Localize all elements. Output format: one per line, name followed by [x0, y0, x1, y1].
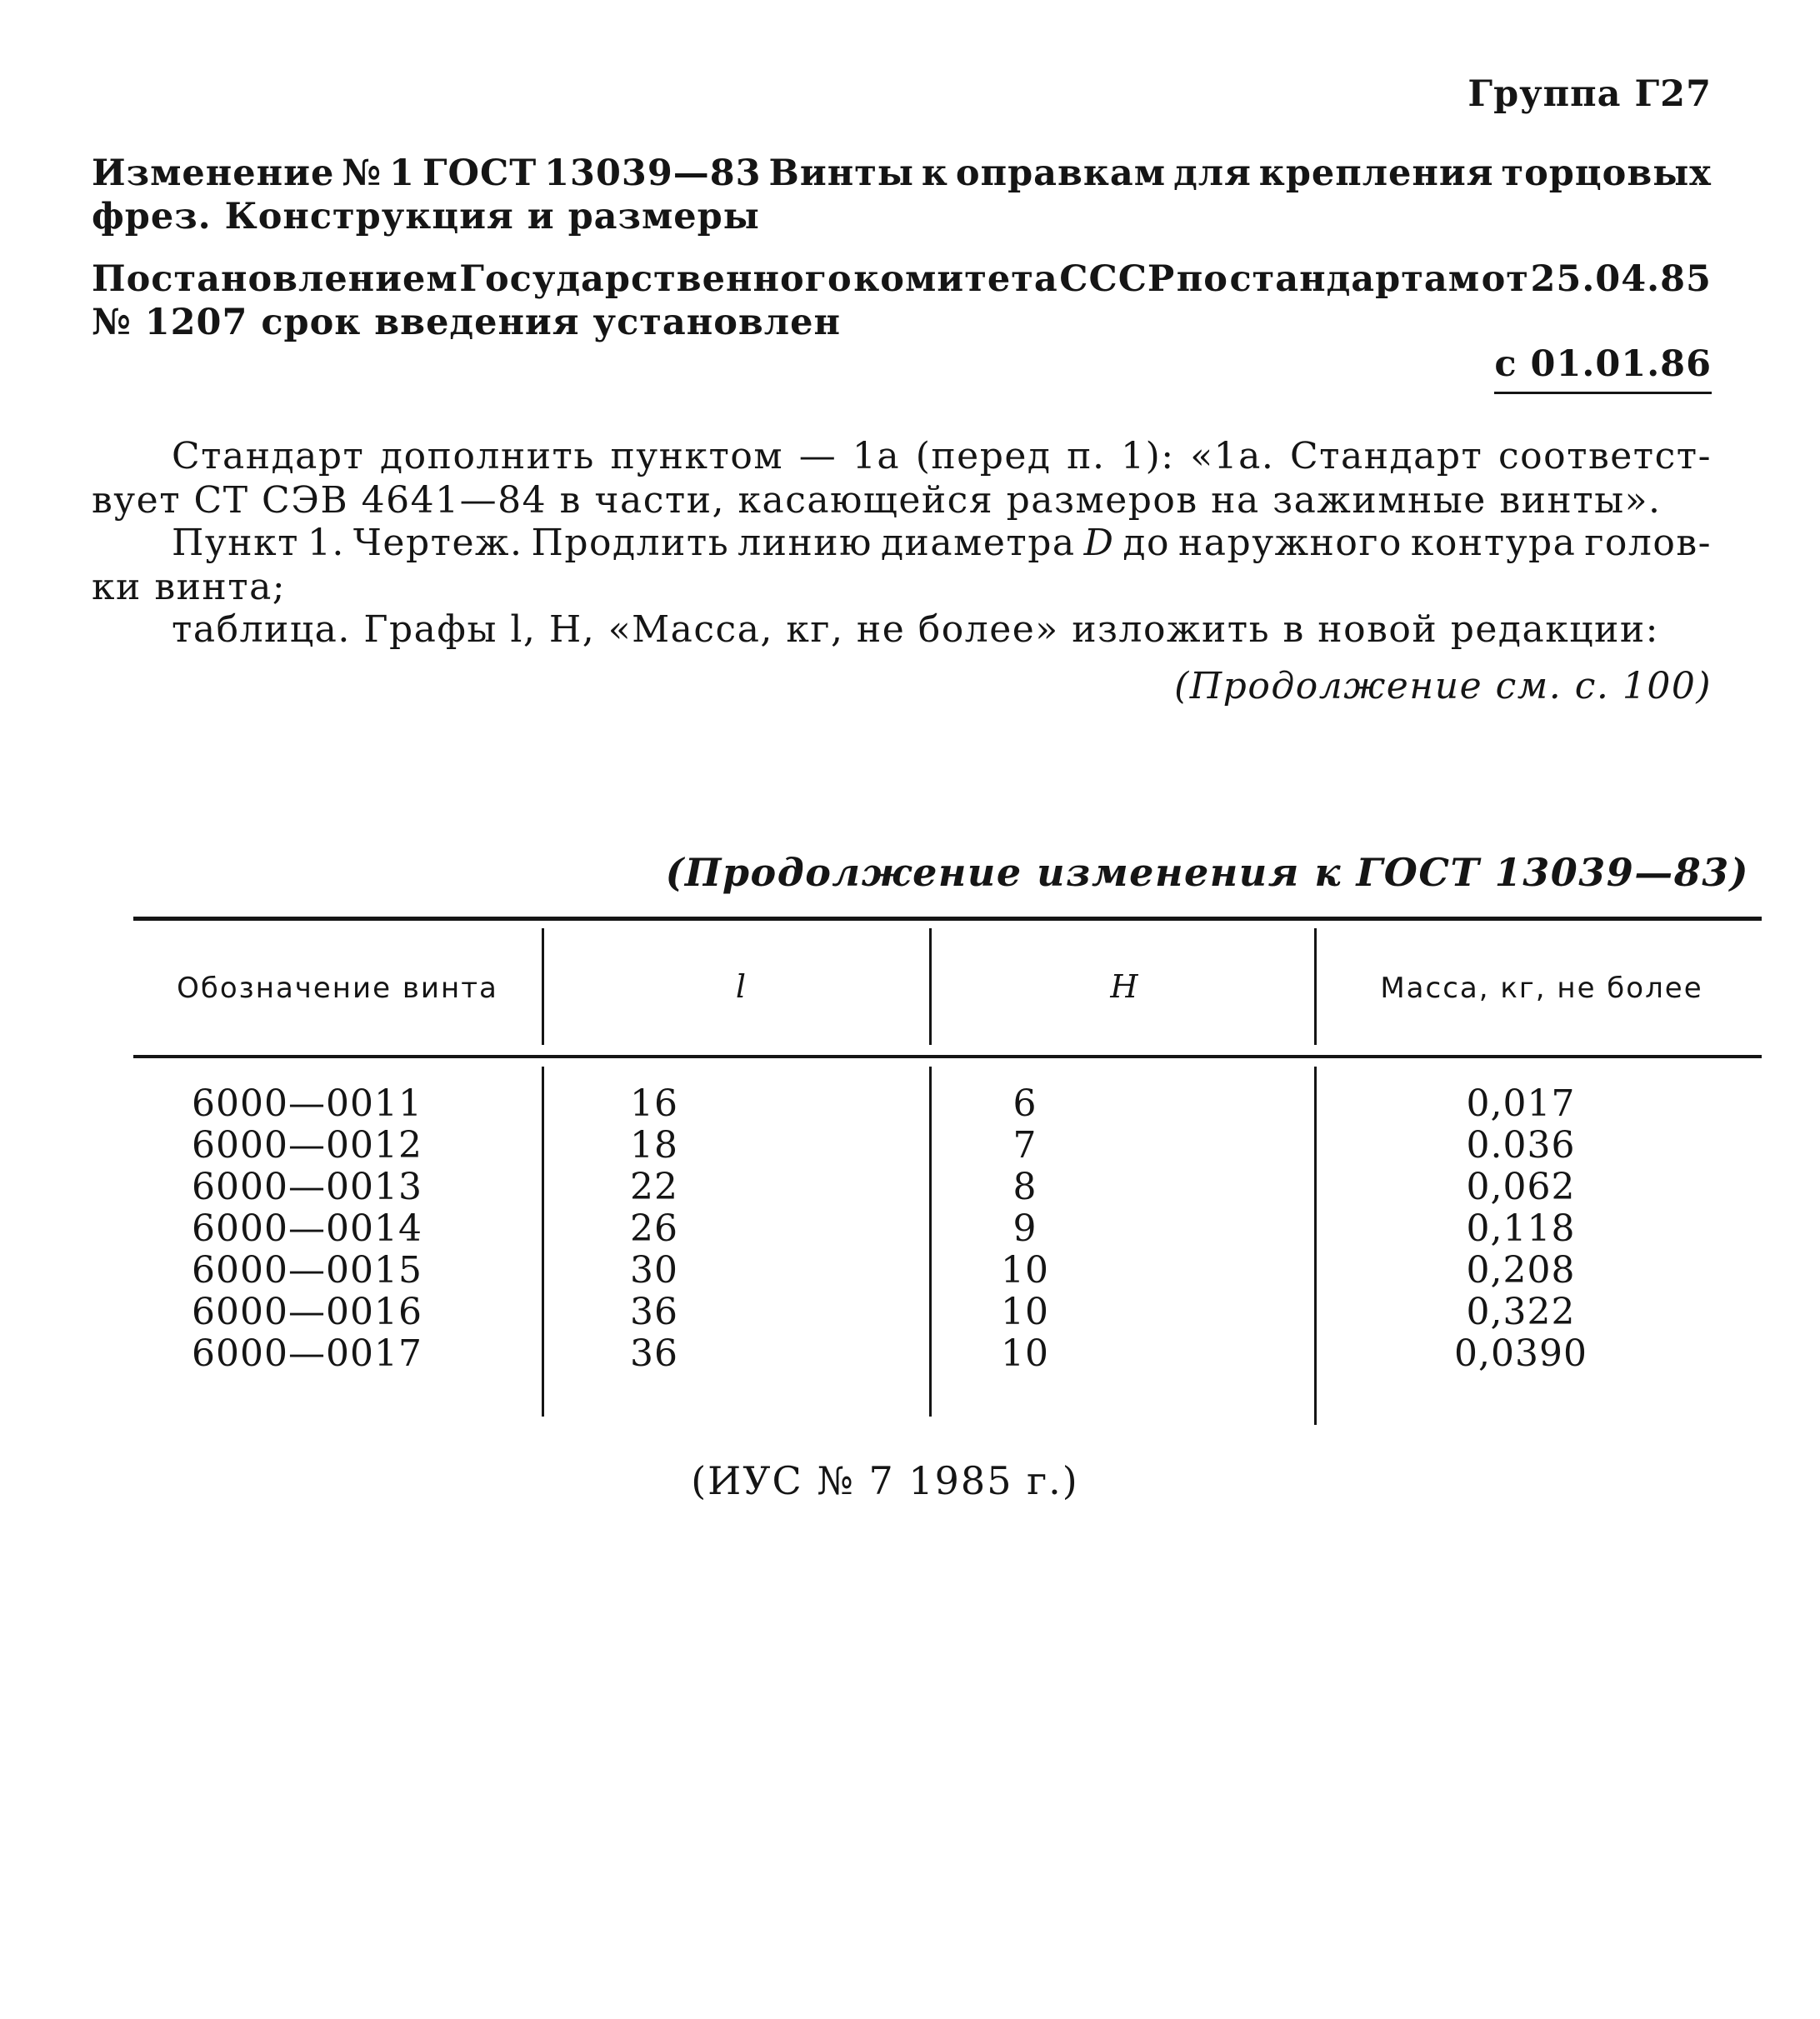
group-label: Группа Г27	[1468, 73, 1712, 115]
column-header-designation: Обозначение винта	[177, 972, 498, 1005]
table-row: 6000—0017 36 10 0,0390	[192, 1332, 1588, 1375]
table-row: 6000—0013 22 8 0,062	[192, 1166, 1576, 1208]
table-row: 6000—0011 16 6 0,017	[192, 1082, 1576, 1125]
table-top-rule	[133, 917, 1762, 921]
column-header-mass: Масса, кг, не более	[1380, 972, 1703, 1005]
decree-line1: Постановлением Государственного комитета СССР по стандартам от 25.04.85	[92, 258, 1712, 300]
table-row: 6000—0016 36 10 0,322	[192, 1291, 1576, 1333]
source-note: (ИУС № 7 1985 г.)	[691, 1458, 1079, 1503]
paragraph-1-line2: вует СТ СЭВ 4641—84 в части, касающейся размеров на зажимные винты».	[92, 479, 1662, 522]
paragraph-2-line1: Пункт 1. Чертеж. Продлить линию диаметра D до наружного контура голов-	[172, 522, 1712, 564]
table-row: 6000—0015 30 10 0,208	[192, 1249, 1576, 1292]
continuation-header: (Продолжение изменения к ГОСТ 13039—83)	[665, 850, 1749, 895]
paragraph-1-line1: Стандарт дополнить пунктом — 1а (перед п. 1): «1а. Стандарт соответст-	[172, 435, 1712, 477]
table-body	[133, 1083, 1762, 1375]
paragraph-2-line2: ки винта;	[92, 566, 287, 608]
amendment-title-line1: Изменение № 1 ГОСТ 13039—83 Винты к оправкам для крепления торцовых	[92, 152, 1712, 194]
dimensions-table	[133, 917, 1762, 1433]
column-divider	[929, 928, 932, 1045]
table-row: 6000—0012 18 7 0.036	[192, 1124, 1576, 1167]
table-header-rule	[133, 1055, 1762, 1058]
column-divider	[542, 928, 544, 1045]
column-header-h: H	[1110, 968, 1140, 1005]
paragraph-3: таблица. Графы l, H, «Масса, кг, не более» изложить в новой редакции:	[172, 608, 1659, 651]
effective-date: с 01.01.86	[1494, 343, 1712, 394]
amendment-title-line2: фрез. Конструкция и размеры	[92, 196, 760, 237]
column-header-l: l	[735, 968, 748, 1005]
decree-line2: № 1207 срок введения установлен	[92, 302, 841, 343]
continuation-note: (Продолжение см. с. 100)	[1174, 665, 1712, 707]
table-row: 6000—0014 26 9 0,118	[192, 1207, 1576, 1250]
column-divider	[1314, 928, 1317, 1045]
